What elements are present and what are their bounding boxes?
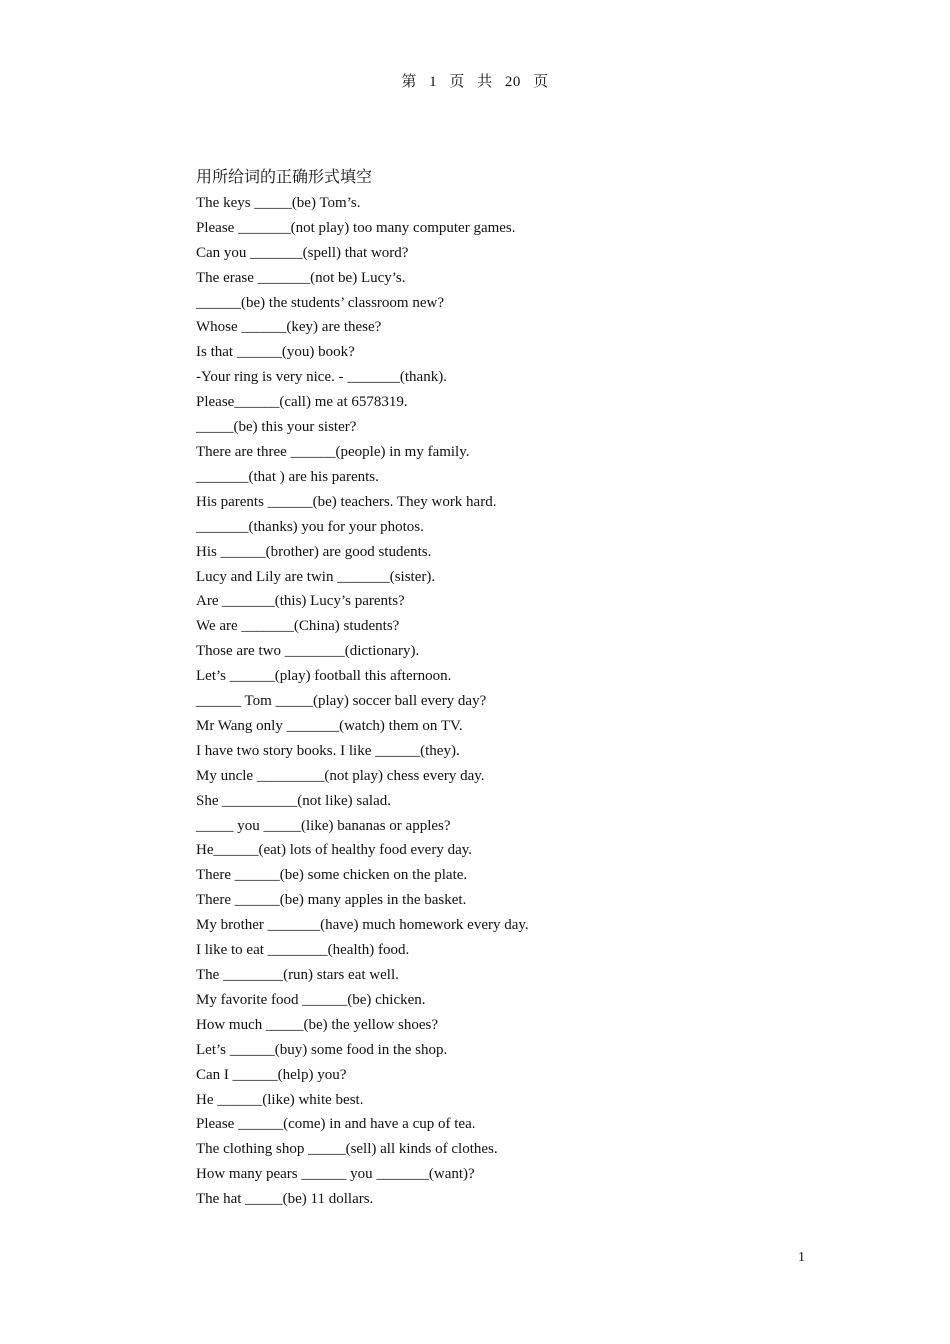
- exercise-item: He ______(like) white best.: [196, 1091, 364, 1108]
- exercise-item: The hat _____(be) 11 dollars.: [196, 1191, 374, 1208]
- header-label-di: 第: [401, 74, 417, 90]
- exercise-item: _____(be) this your sister?: [196, 419, 357, 436]
- page-header: [0, 70, 950, 91]
- exercise-item: _______(that ) are his parents.: [196, 468, 379, 485]
- exercise-item: Whose ______(key) are these?: [196, 319, 382, 336]
- header-label-gong: 共: [477, 74, 493, 90]
- page-number: 1: [798, 1250, 805, 1265]
- exercise-list: [196, 191, 836, 1212]
- exercise-item: ______ Tom _____(play) soccer ball every day?: [196, 693, 487, 710]
- exercise-item: We are _______(China) students?: [196, 618, 400, 635]
- exercise-item: How many pears ______ you _______(want)?: [196, 1166, 475, 1183]
- exercise-instruction: 用所给词的正确形式填空: [196, 169, 373, 186]
- exercise-item: I like to eat ________(health) food.: [196, 942, 410, 959]
- header-total-pages: 20: [504, 74, 521, 90]
- exercise-item: Can you _______(spell) that word?: [196, 244, 409, 261]
- exercise-item: Lucy and Lily are twin _______(sister).: [196, 568, 436, 585]
- header-label-ye-end: 页: [533, 74, 549, 90]
- exercise-item: ______(be) the students’ classroom new?: [196, 294, 444, 311]
- exercise-item: Is that ______(you) book?: [196, 344, 355, 361]
- exercise-item: My brother _______(have) much homework every day.: [196, 917, 529, 934]
- exercise-item: There ______(be) some chicken on the plate.: [196, 867, 468, 884]
- exercise-item: Can I ______(help) you?: [196, 1066, 347, 1083]
- exercise-item: Please _______(not play) too many computer games.: [196, 219, 516, 236]
- exercise-item: She __________(not like) salad.: [196, 792, 391, 809]
- exercise-item: The keys _____(be) Tom’s.: [196, 194, 361, 211]
- exercise-item: There ______(be) many apples in the basket.: [196, 892, 467, 909]
- header-current-page: 1: [429, 74, 438, 90]
- exercise-item: My favorite food ______(be) chicken.: [196, 991, 426, 1008]
- exercise-item: Are _______(this) Lucy’s parents?: [196, 593, 405, 610]
- exercise-item: -Your ring is very nice. - _______(thank).: [196, 369, 447, 386]
- exercise-item: His ______(brother) are good students.: [196, 543, 432, 560]
- exercise-item: Those are two ________(dictionary).: [196, 643, 420, 660]
- exercise-item: The ________(run) stars eat well.: [196, 967, 399, 983]
- exercise-item: Please ______(come) in and have a cup of tea.: [196, 1116, 476, 1133]
- exercise-item: Mr Wang only _______(watch) them on TV.: [196, 717, 463, 734]
- exercise-item: I have two story books. I like ______(they).: [196, 742, 460, 759]
- exercise-item: Let’s ______(play) football this afternoon.: [196, 668, 452, 685]
- exercise-item: His parents ______(be) teachers. They work hard.: [196, 493, 497, 510]
- exercise-item: _______(thanks) you for your photos.: [196, 518, 424, 535]
- exercise-item: How much _____(be) the yellow shoes?: [196, 1016, 439, 1033]
- header-label-ye: 页: [449, 74, 465, 90]
- exercise-item: Let’s ______(buy) some food in the shop.: [196, 1041, 448, 1058]
- exercise-item: The erase _______(not be) Lucy’s.: [196, 269, 406, 286]
- exercise-item: _____ you _____(like) bananas or apples?: [196, 817, 451, 834]
- exercise-item: There are three ______(people) in my family.: [196, 443, 470, 460]
- exercise-section: [196, 166, 836, 1212]
- exercise-item: The clothing shop _____(sell) all kinds of clothes.: [196, 1141, 498, 1158]
- exercise-item: He______(eat) lots of healthy food every day.: [196, 842, 473, 859]
- exercise-item: My uncle _________(not play) chess every day.: [196, 767, 485, 784]
- exercise-item: Please______(call) me at 6578319.: [196, 394, 408, 411]
